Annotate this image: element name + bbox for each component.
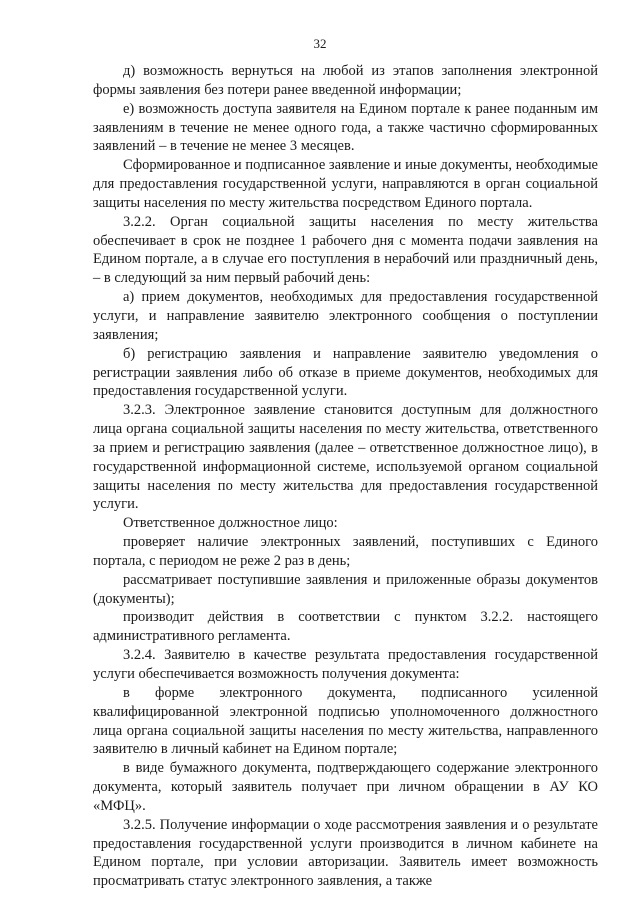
paragraph-b-registration: б) регистрацию заявления и направление заявителю уведомления о регистрации заявления либо об отказе в приеме документов, необходимых для предоставления государственной услуги.	[93, 345, 598, 400]
paragraph-3-2-3: 3.2.3. Электронное заявление становится доступным для должностного лица органа социальной защиты населения по месту жительства, ответственного за прием и регистрацию заявления (далее – ответственное должностное лицо), в государственной информационной системе, используемой органом социальной защиты населения по месту жительства для предоставления государственной услуги.	[93, 402, 598, 513]
paragraph-3-2-5: 3.2.5. Получение информации о ходе рассмотрения заявления и о результате предоставления государственной услуги производится в личном кабинете на Едином портале, при условии авторизации. Заявитель имеет возможность просматривать статус электронного заявления, а также	[93, 816, 598, 890]
paragraph-3-2-2: 3.2.2. Орган социальной защиты населения по месту жительства обеспечивает в срок не позднее 1 рабочего дня с момента подачи заявления на Едином портале, а в случае его поступления в нерабочий или праздничный день, – в следующий за ним первый рабочий день:	[93, 213, 598, 287]
paragraph-checks-applications: проверяет наличие электронных заявлений, поступивших с Единого портала, с периодом не реже 2 раз в день;	[93, 534, 598, 569]
paragraph-electronic-document: в форме электронного документа, подписанного усиленной квалифицированной электронной подписью уполномоченного должностного лица органа социальной защиты населения по месту жительства, направленного заявителю в личный кабинет на Едином портале;	[93, 684, 598, 758]
paragraph-performs-actions: производит действия в соответствии с пунктом 3.2.2. настоящего административного регламента.	[93, 609, 598, 645]
paragraph-a-acceptance: а) прием документов, необходимых для предоставления государственной услуги, и направление заявителю электронного сообщения о поступлении заявления;	[93, 289, 598, 343]
paragraph-d-return-to-step: д) возможность вернуться на любой из этапов заполнения электронной формы заявления без потери ранее введенной информации;	[93, 63, 598, 98]
paragraph-submission: Сформированное и подписанное заявление и иные документы, необходимые для предоставления государственной услуги, направляются в орган социальной защиты населения по месту жительства посредством Единого портала.	[93, 157, 598, 211]
paragraph-paper-document: в виде бумажного документа, подтверждающего содержание электронного документа, который заявитель получает при личном обращении в АУ КО «МФЦ».	[93, 760, 598, 814]
paragraph-responsible-official: Ответственное должностное лицо:	[123, 515, 338, 532]
paragraph-reviews-applications: рассматривает поступившие заявления и приложенные образы документов (документы);	[93, 571, 598, 607]
paragraph-e-access-to-applications: е) возможность доступа заявителя на Едином портале к ранее поданным им заявлениям в течение не менее одного года, а также частично сформированных заявлений – в течение не менее 3 месяцев.	[93, 100, 598, 155]
page-number: 32	[313, 36, 327, 51]
document-body	[93, 62, 598, 891]
paragraph-3-2-4: 3.2.4. Заявителю в качестве результата предоставления государственной услуги обеспечивается возможность получения документа:	[93, 647, 598, 682]
